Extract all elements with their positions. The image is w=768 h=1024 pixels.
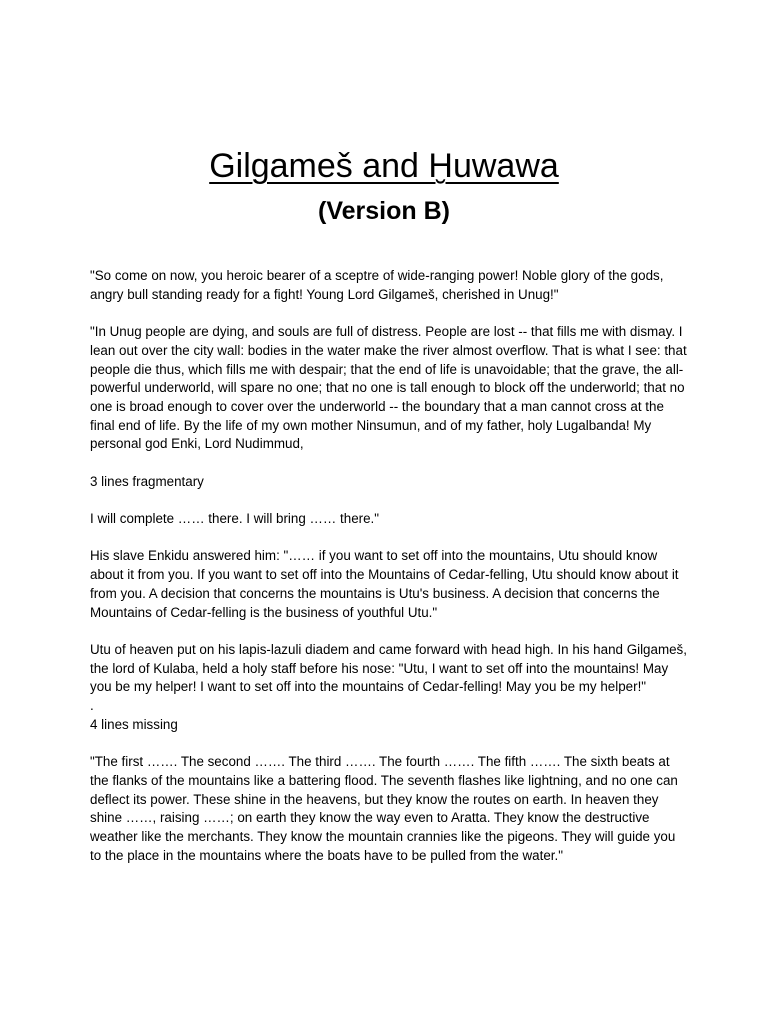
paragraph-dot: . (90, 698, 94, 714)
paragraph-1: "So come on now, you heroic bearer of a sceptre of wide-ranging power! Noble glory of the gods, angry bull standing ready for a fight! Young Lord Gilgameš, cherished in Unug!" (90, 268, 664, 302)
page-subtitle: (Version B) (318, 197, 450, 225)
paragraph-3: I will complete …… there. I will bring …… there." (90, 511, 380, 527)
paragraph-missing-note: 4 lines missing (90, 716, 178, 732)
paragraph-5: Utu of heaven put on his lapis-lazuli diadem and came forward with head high. In his hand Gilgameš, the lord of Kulaba, held a holy staff before his nose: "Utu, I want to set off into the mountains! May you be my helper! I want to set off into the mountains of Cedar-felling! May you be my helper!" (90, 641, 687, 695)
paragraph-4: His slave Enkidu answered him: "…… if you want to set off into the mountains, Utu should know about it from you. If you want to set off into the Mountains of Cedar-felling, Utu should know about it from you. A decision that concerns the mountains is Utu's business. A decision that concerns the Mountains of Cedar-felling is the business of youthful Utu." (90, 548, 679, 620)
paragraph-fragment-note: 3 lines fragmentary (90, 473, 204, 489)
page-title: Gilgameš and Ḫuwawa (209, 147, 559, 185)
paragraph-2: "In Unug people are dying, and souls are full of distress. People are lost -- that fills me with dismay. I lean out over the city wall: bodies in the water make the river almost overflow. That is what I see: that people die thus, which fills me with despair; that the end of life is unavoidable; that the grave, the all-powerful underworld, will spare no one; that no one is tall enough to block off the underworld; that no one is broad enough to cover over the underworld -- the boundary that a man cannot cross at the final end of life. By the life of my own mother Ninsumun, and of my father, holy Lugalbanda! My personal god Enki, Lord Nudimmud, (90, 324, 687, 452)
paragraph-6: "The first ……. The second ……. The third ……. The fourth ……. The fifth ……. The sixth beats at the flanks of the mountains like a battering flood. The seventh flashes like lightning, and no one can deflect its power. These shine in the heavens, but they know the routes on earth. In heaven they shine ……, raising ……; on earth they know the way even to Aratta. They know the destructive weather like the merchants. They know the mountain crannies like the pigeons. They will guide you to the place in the mountains where the boats have to be pulled from the water." (90, 754, 678, 863)
document-body (90, 267, 690, 884)
